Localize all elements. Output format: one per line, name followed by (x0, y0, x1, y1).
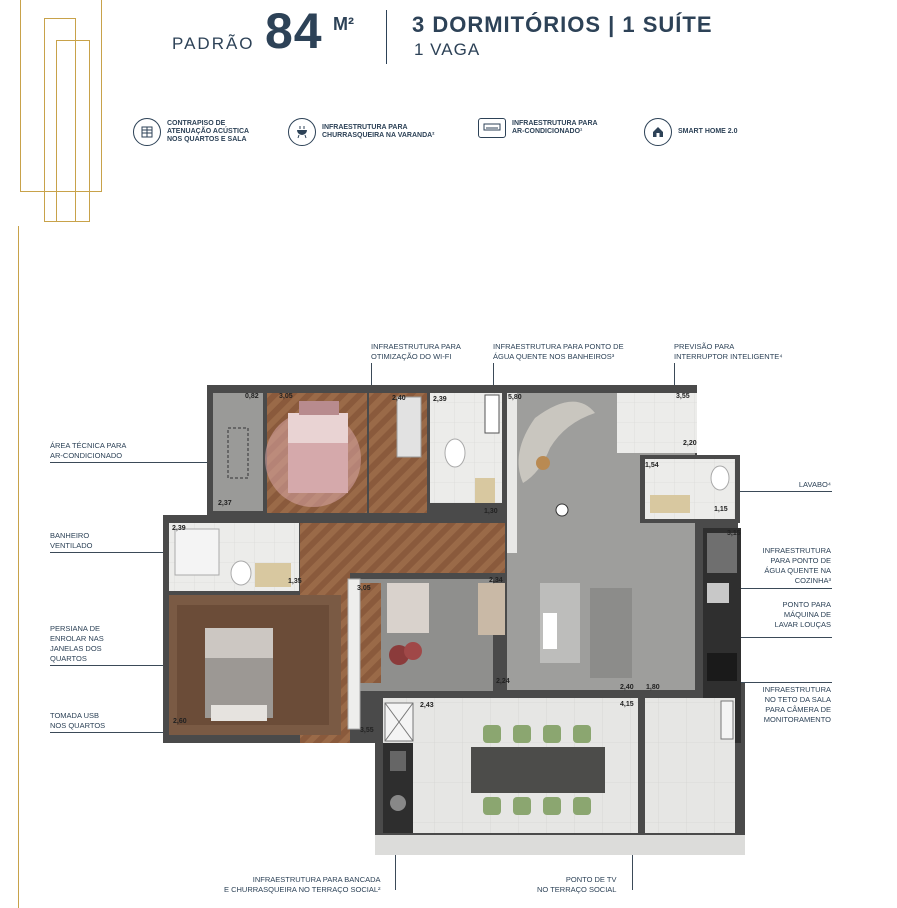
dim-label: 1,30 (484, 508, 498, 515)
header-divider (386, 10, 387, 64)
feature-smart-home (644, 118, 738, 146)
gold-vertical-line (18, 226, 19, 908)
callout-ac-area: ÁREA TÉCNICA PARA AR-CONDICIONADO (50, 441, 127, 460)
floor-plan (155, 383, 745, 858)
callout-bbq-terrace: INFRAESTRUTURA PARA BANCADA E CHURRASQUEIRA NO TERRAÇO SOCIAL² (224, 875, 381, 894)
dim-label: 2,40 (392, 395, 406, 402)
dim-label: 2,60 (173, 718, 187, 725)
dim-label: 1,35 (288, 578, 302, 585)
dim-label: 2,24 (496, 678, 510, 685)
rooms-summary: 3 DORMITÓRIOS | 1 SUÍTE (412, 12, 713, 37)
smart-home-icon (644, 118, 672, 146)
air-conditioner-icon (478, 118, 506, 138)
dim-label: 3,15 (727, 530, 741, 537)
leader-line (738, 491, 832, 492)
dim-label: 2,43 (420, 702, 434, 709)
callout-wifi: INFRAESTRUTURA PARA OTIMIZAÇÃO DO WI-FI (371, 342, 461, 361)
callout-tv-terrace: PONTO DE TV NO TERRAÇO SOCIAL (537, 875, 617, 894)
leader-line (735, 588, 832, 589)
area-unit: M² (333, 14, 354, 34)
dim-label: 3,05 (357, 585, 371, 592)
feature-barbecue (288, 118, 435, 146)
callout-hot-water-bath: INFRAESTRUTURA PARA PONTO DE ÁGUA QUENTE NOS BANHEIROS³ (493, 342, 624, 361)
plan-type-label: PADRÃO (172, 34, 255, 53)
dim-label: 4,15 (620, 701, 634, 708)
acoustic-floor-icon (133, 118, 161, 146)
feature-label: SMART HOME 2.0 (678, 128, 738, 135)
barbecue-grill-icon (288, 118, 316, 146)
parking-summary: 1 VAGA (414, 40, 481, 59)
gold-frame-mid (56, 40, 90, 222)
dim-label: 2,37 (218, 500, 232, 507)
callout-dishwasher: PONTO PARA MÁQUINA DE LAVAR LOUÇAS (774, 600, 831, 629)
dim-label: 1,15 (714, 506, 728, 513)
leader-line (50, 665, 168, 666)
dim-label: 2,34 (489, 577, 503, 584)
dim-label: 5,80 (508, 394, 522, 401)
dim-label: 2,39 (172, 525, 186, 532)
callout-bath-vent: BANHEIRO VENTILADO (50, 531, 93, 550)
leader-line (735, 637, 832, 638)
feature-label: CONTRAPISO DE ATENUAÇÃO ACÚSTICA NOS QUARTOS E SALA (167, 120, 250, 143)
dim-label: 3,05 (279, 393, 293, 400)
dim-label: 3,55 (360, 727, 374, 734)
callout-smart-switch: PREVISÃO PARA INTERRUPTOR INTELIGENTE⁴ (674, 342, 783, 361)
feature-acoustic (133, 118, 249, 146)
feature-label: INFRAESTRUTURA PARA AR-CONDICIONADO¹ (512, 120, 598, 135)
dim-label: 1,80 (646, 684, 660, 691)
callout-camera: INFRAESTRUTURA NO TETO DA SALA PARA CÂMERA DE MONITORAMENTO (762, 685, 831, 724)
dim-label: 2,40 (620, 684, 634, 691)
callout-shutters: PERSIANA DE ENROLAR NAS JANELAS DOS QUARTOS (50, 624, 104, 663)
leader-line (50, 552, 168, 553)
callout-lavabo: LAVABO⁴ (798, 480, 831, 489)
dim-label: 2,39 (433, 396, 447, 403)
feature-air-conditioning (478, 118, 598, 138)
callout-usb: TOMADA USB NOS QUARTOS (50, 711, 106, 730)
feature-label: INFRAESTRUTURA PARA CHURRASQUEIRA NA VARANDA² (322, 124, 435, 139)
dim-label: 1,54 (645, 462, 659, 469)
dim-label: 2,20 (683, 440, 697, 447)
callout-hot-water-kitchen: INFRAESTRUTURA PARA PONTO DE ÁGUA QUENTE NA COZINHA³ (762, 546, 831, 585)
dim-label: 0,82 (245, 393, 259, 400)
dim-label: 3,55 (676, 393, 690, 400)
area-value: 84 (265, 3, 323, 59)
